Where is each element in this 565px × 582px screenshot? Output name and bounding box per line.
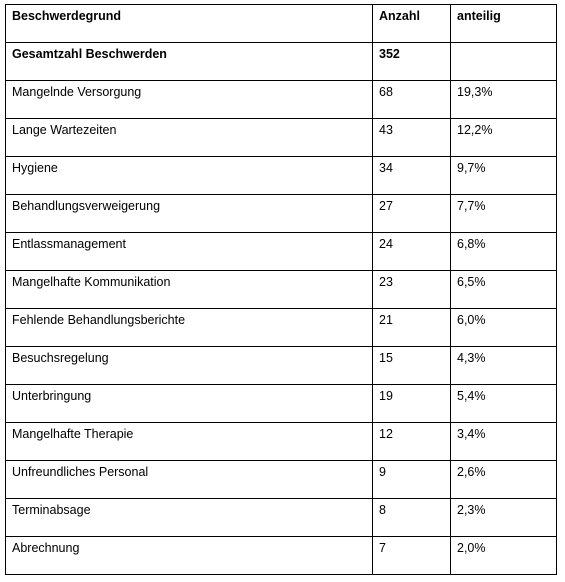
cell-reason-text: Mangelhafte Kommunikation: [12, 275, 171, 289]
table-cell-count: [373, 385, 451, 423]
cell-reason-text: Besuchsregelung: [12, 351, 109, 365]
table-cell-reason: [6, 537, 373, 575]
table-header-row: [6, 5, 557, 43]
header-cell-share: [451, 5, 557, 43]
table-cell-count: [373, 271, 451, 309]
table-cell-share: [451, 461, 557, 499]
table-cell-share: [451, 81, 557, 119]
total-count-cell: [373, 43, 451, 81]
cell-share-text: 4,3%: [457, 351, 486, 365]
table-cell-count: [373, 499, 451, 537]
table-cell-reason: [6, 233, 373, 271]
table-row: [6, 461, 557, 499]
table-cell-reason: [6, 385, 373, 423]
table-cell-reason: [6, 347, 373, 385]
table-row: [6, 195, 557, 233]
cell-count-text: 8: [379, 503, 386, 517]
header-count-label: Anzahl: [379, 9, 420, 23]
table-cell-count: [373, 119, 451, 157]
table-row: [6, 271, 557, 309]
cell-count-text: 12: [379, 427, 393, 441]
table-cell-share: [451, 157, 557, 195]
total-row: [6, 43, 557, 81]
cell-reason-text: Mangelnde Versorgung: [12, 85, 142, 99]
cell-share-text: 3,4%: [457, 427, 486, 441]
total-label-cell: [6, 43, 373, 81]
cell-share-text: 6,5%: [457, 275, 486, 289]
table-cell-count: [373, 309, 451, 347]
table-row: [6, 233, 557, 271]
header-cell-count: [373, 5, 451, 43]
table-cell-reason: [6, 81, 373, 119]
cell-count-text: 15: [379, 351, 393, 365]
table-cell-share: [451, 195, 557, 233]
cell-count-text: 34: [379, 161, 393, 175]
table-row: [6, 119, 557, 157]
table-cell-share: [451, 537, 557, 575]
complaints-table: [5, 4, 557, 575]
cell-share-text: 2,6%: [457, 465, 486, 479]
table-cell-count: [373, 233, 451, 271]
total-count: 352: [379, 47, 400, 61]
table-cell-count: [373, 195, 451, 233]
table-cell-reason: [6, 119, 373, 157]
cell-share-text: 9,7%: [457, 161, 486, 175]
cell-reason-text: Entlassmanagement: [12, 237, 126, 251]
total-share-cell: [451, 43, 557, 81]
table-cell-count: [373, 461, 451, 499]
table-cell-count: [373, 537, 451, 575]
cell-reason-text: Mangelhafte Therapie: [12, 427, 134, 441]
table-cell-count: [373, 81, 451, 119]
table-cell-share: [451, 347, 557, 385]
cell-count-text: 68: [379, 85, 393, 99]
table-cell-reason: [6, 461, 373, 499]
table-cell-reason: [6, 309, 373, 347]
cell-share-text: 5,4%: [457, 389, 486, 403]
table-row: [6, 423, 557, 461]
cell-count-text: 19: [379, 389, 393, 403]
total-share: [457, 43, 550, 47]
cell-share-text: 6,8%: [457, 237, 486, 251]
cell-count-text: 7: [379, 541, 386, 555]
table-cell-count: [373, 347, 451, 385]
header-cell-reason: [6, 5, 373, 43]
cell-share-text: 6,0%: [457, 313, 486, 327]
table-row: [6, 347, 557, 385]
cell-share-text: 7,7%: [457, 199, 486, 213]
total-label: Gesamtzahl Beschwerden: [12, 47, 167, 61]
header-reason-label: Beschwerdegrund: [12, 9, 122, 23]
cell-reason-text: Unfreundliches Personal: [12, 465, 149, 479]
table-row: [6, 309, 557, 347]
table-cell-count: [373, 157, 451, 195]
table-cell-share: [451, 385, 557, 423]
cell-reason-text: Hygiene: [12, 161, 58, 175]
table-cell-share: [451, 271, 557, 309]
cell-share-text: 2,3%: [457, 503, 486, 517]
table-row: [6, 537, 557, 575]
cell-count-text: 21: [379, 313, 393, 327]
table-row: [6, 385, 557, 423]
table-cell-reason: [6, 157, 373, 195]
cell-reason-text: Lange Wartezeiten: [12, 123, 117, 137]
table-row: [6, 499, 557, 537]
table-cell-share: [451, 233, 557, 271]
cell-share-text: 12,2%: [457, 123, 493, 137]
table-cell-count: [373, 423, 451, 461]
cell-count-text: 24: [379, 237, 393, 251]
table-cell-share: [451, 499, 557, 537]
cell-reason-text: Terminabsage: [12, 503, 91, 517]
cell-reason-text: Abrechnung: [12, 541, 80, 555]
table-cell-share: [451, 423, 557, 461]
table-cell-reason: [6, 423, 373, 461]
table-cell-share: [451, 309, 557, 347]
cell-share-text: 19,3%: [457, 85, 493, 99]
table-cell-reason: [6, 271, 373, 309]
table-cell-share: [451, 119, 557, 157]
table-cell-reason: [6, 195, 373, 233]
cell-reason-text: Fehlende Behandlungsberichte: [12, 313, 186, 327]
cell-count-text: 43: [379, 123, 393, 137]
table-row: [6, 157, 557, 195]
header-share-label: anteilig: [457, 9, 501, 23]
cell-reason-text: Unterbringung: [12, 389, 92, 403]
cell-count-text: 23: [379, 275, 393, 289]
table-row: [6, 81, 557, 119]
table-cell-reason: [6, 499, 373, 537]
cell-share-text: 2,0%: [457, 541, 486, 555]
cell-count-text: 27: [379, 199, 393, 213]
cell-count-text: 9: [379, 465, 386, 479]
cell-reason-text: Behandlungsverweigerung: [12, 199, 161, 213]
